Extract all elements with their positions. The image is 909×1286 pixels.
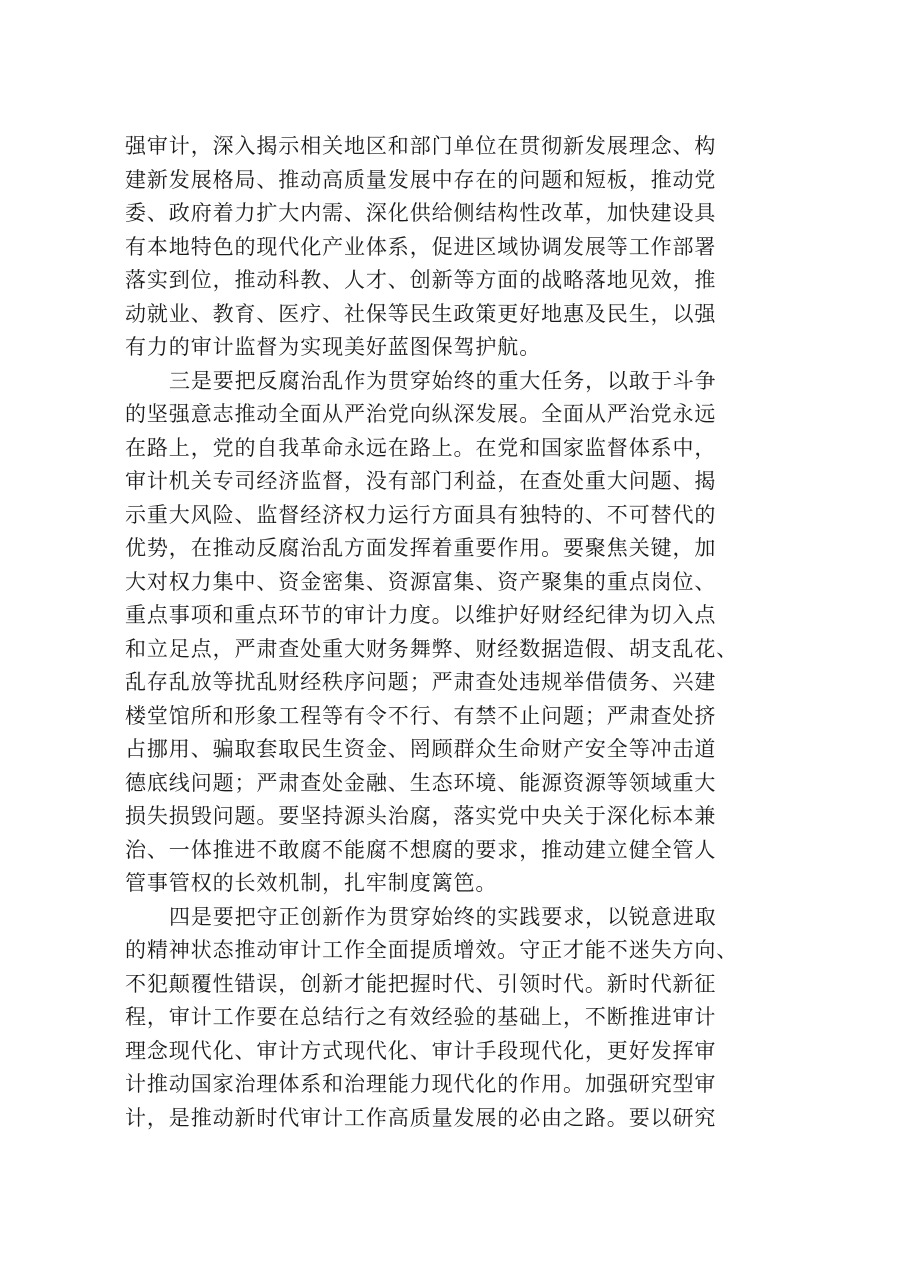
paragraph-start-line: 三是要把反腐治乱作为贯穿始终的重大任务，以敢于斗争: [169, 368, 717, 393]
text-line: 和立足点，严肃查处重大财务舞弊、财经数据造假、胡支乱花、: [125, 636, 739, 661]
text-line: 大对权力集中、资金密集、资源富集、资产聚集的重点岗位、: [125, 569, 717, 594]
text-line: 乱存乱放等扰乱财经秩序问题；严肃查处违规举借债务、兴建: [125, 670, 717, 694]
text-line: 委、政府着力扩大内需、深化供给侧结构性改革，加快建设具: [125, 201, 717, 225]
text-line: 审计机关专司经济监督，没有部门利益，在查处重大问题、揭: [125, 469, 717, 493]
text-line: 落实到位，推动科教、人才、创新等方面的战略落地见效，推: [125, 268, 717, 292]
text-line: 重点事项和重点环节的审计力度。以维护好财经纪律为切入点: [125, 603, 717, 627]
text-line: 示重大风险、监督经济权力运行方面具有独特的、不可替代的: [125, 502, 717, 527]
text-line: 楼堂馆所和形象工程等有令不行、有禁不止问题；严肃查处挤: [125, 703, 717, 728]
text-line: 计推动国家治理体系和治理能力现代化的作用。加强研究型审: [125, 1072, 717, 1096]
text-line: 强审计，深入揭示相关地区和部门单位在贯彻新发展理念、构: [125, 134, 717, 158]
text-line: 理念现代化、审计方式现代化、审计手段现代化，更好发挥审: [125, 1038, 717, 1063]
text-line: 动就业、教育、医疗、社保等民生政策更好地惠及民生，以强: [125, 301, 717, 326]
paragraph-start-line: 四是要把守正创新作为贯穿始终的实践要求，以锐意进取: [169, 904, 717, 929]
text-line: 优势，在推动反腐治乱方面发挥着重要作用。要聚焦关键，加: [125, 536, 717, 560]
text-line: 不犯颠覆性错误，创新才能把握时代、引领时代。新时代新征: [125, 971, 717, 996]
text-line: 在路上，党的自我革命永远在路上。在党和国家监督体系中，: [125, 435, 717, 460]
text-line: 有本地特色的现代化产业体系，促进区域协调发展等工作部署: [125, 234, 717, 259]
body-text: [125, 130, 805, 1135]
text-line: 管事管权的长效机制，扎牢制度篱笆。: [125, 871, 498, 895]
text-line: 建新发展格局、推动高质量发展中存在的问题和短板，推动党: [125, 167, 717, 192]
text-line: 的精神状态推动审计工作全面提质增效。守正才能不迷失方向、: [125, 938, 739, 962]
text-line: 的坚强意志推动全面从严治党向纵深发展。全面从严治党永远: [125, 402, 717, 426]
text-line: 程，审计工作要在总结行之有效经验的基础上，不断推进审计: [125, 1005, 717, 1029]
text-line: 损失损毁问题。要坚持源头治腐，落实党中央关于深化标本兼: [125, 804, 717, 828]
text-line: 有力的审计监督为实现美好蓝图保驾护航。: [125, 335, 542, 359]
text-line: 占挪用、骗取套取民生资金、罔顾群众生命财产安全等冲击道: [125, 737, 717, 761]
text-line: 德底线问题；严肃查处金融、生态环境、能源资源等领域重大: [125, 770, 717, 795]
text-line: 治、一体推进不敢腐不能腐不想腐的要求，推动建立健全管人: [125, 837, 717, 862]
text-line: 计，是推动新时代审计工作高质量发展的必由之路。要以研究: [125, 1105, 717, 1130]
